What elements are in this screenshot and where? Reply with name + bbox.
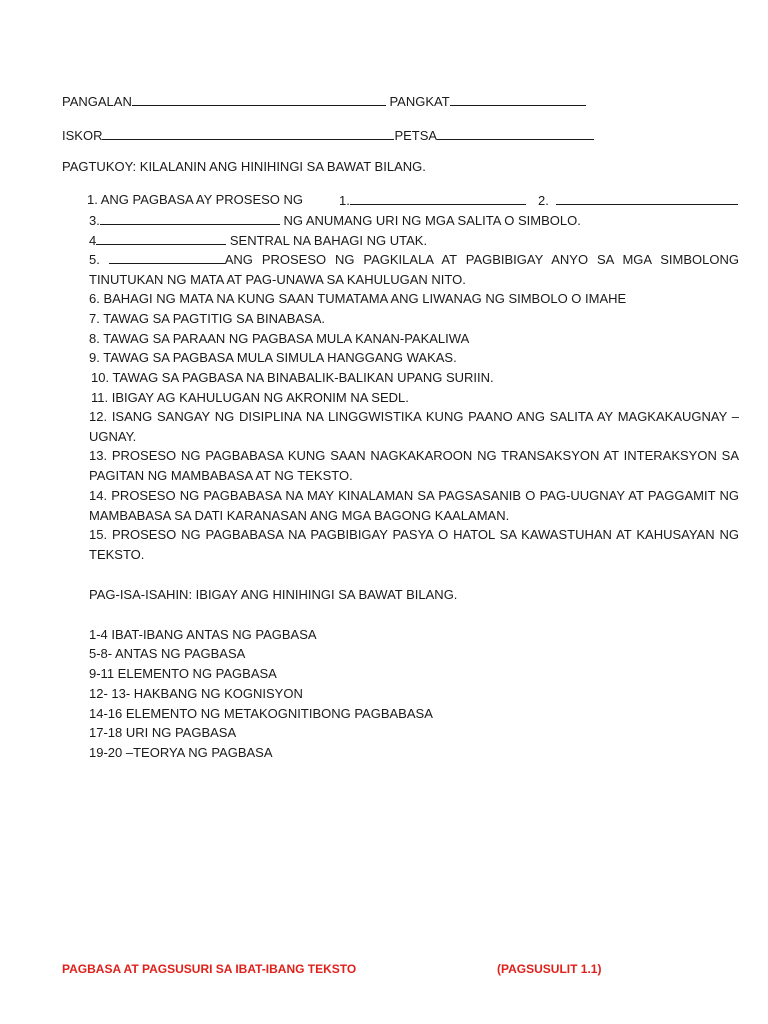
footer-course-title: PAGBASA AT PAGSUSURI SA IBAT-IBANG TEKSTO [62, 962, 357, 976]
question-1-answer-1: 1. [339, 192, 526, 209]
question-1-answer-2: 2. [538, 192, 738, 209]
answer-1-field[interactable] [350, 192, 526, 205]
question-5 [89, 250, 739, 289]
footer-test-label: (PAGSUSULIT 1.1) [497, 962, 602, 976]
question-4: 4 SENTRAL NA BAHAGI NG UTAK. [89, 233, 428, 248]
answer-5-field[interactable] [109, 251, 225, 264]
question-14-line-1: 14. PROSESO NG PAGBABASA NA MAY KINALAMAN SA PAGSASANIB O PAG-UUGNAY AT PAGGAMIT NG [89, 488, 739, 503]
question-12 [89, 407, 739, 446]
answer-2-field[interactable] [556, 192, 738, 205]
section2-instruction: PAG-ISA-ISAHIN: IBIGAY ANG HINIHINGI SA BAWAT BILANG. [89, 587, 458, 602]
question-1-text: 1. ANG PAGBASA AY PROSESO NG [87, 192, 304, 207]
question-7: 7. TAWAG SA PAGTITIG SA BINABASA. [89, 311, 325, 326]
question-13 [89, 446, 739, 485]
question-14-line-2: MAMBABASA SA DATI KARANASAN ANG MGA BAGONG KAALAMAN. [89, 507, 510, 523]
list-item: 14-16 ELEMENTO NG METAKOGNITIBONG PAGBABASA [89, 706, 433, 721]
question-8: 8. TAWAG SA PARAAN NG PAGBASA MULA KANAN-PAKALIWA [89, 331, 470, 346]
list-item: 17-18 URI NG PAGBASA [89, 725, 237, 740]
group-label: PANGKAT [389, 94, 450, 109]
question-12-line-2: UGNAY. [89, 428, 137, 444]
section1-instruction: PAGTUKOY: KILALANIN ANG HINIHINGI SA BAWAT BILANG. [62, 159, 426, 174]
question-5-line-1: 5. ANG PROSESO NG PAGKILALA AT PAGBIBIGAY ANYO SA MGA SIMBOLONG [89, 252, 739, 267]
question-12-line-1: 12. ISANG SANGAY NG DISIPLINA NA LINGGWISTIKA KUNG PAANO ANG SALITA AY MAGKAKAUGNAY – [89, 409, 739, 424]
answer-3-field[interactable] [100, 212, 280, 225]
question-14 [89, 486, 739, 525]
question-13-line-2: PAGITAN NG MAMBABASA AT NG TEKSTO. [89, 467, 353, 483]
group-field[interactable] [450, 93, 586, 106]
question-15-line-1: 15. PROSESO NG PAGBABASA NA PAGBIBIGAY PASYA O HATOL SA KAWASTUHAN AT KAHUSAYAN NG [89, 527, 739, 542]
date-field[interactable] [437, 127, 594, 140]
list-item: 5-8- ANTAS NG PAGBASA [89, 646, 246, 661]
question-5-line-2: TINUTUKAN NG MATA AT PAG-UNAWA SA KAHULUGAN NITO. [89, 271, 466, 287]
answer-4-field[interactable] [96, 232, 226, 245]
question-11: 11. IBIGAY AG KAHULUGAN NG AKRONIM NA SEDL. [91, 390, 409, 405]
score-label: ISKOR [62, 128, 103, 143]
list-item: 1-4 IBAT-IBANG ANTAS NG PAGBASA [89, 627, 317, 642]
list-item: 12- 13- HAKBANG NG KOGNISYON [89, 686, 303, 701]
list-item: 19-20 –TEORYA NG PAGBASA [89, 745, 273, 760]
question-15 [89, 525, 739, 564]
date-label: PETSA [394, 128, 438, 143]
question-3: 3. NG ANUMANG URI NG MGA SALITA O SIMBOLO. [89, 213, 581, 228]
question-6: 6. BAHAGI NG MATA NA KUNG SAAN TUMATAMA ANG LIWANAG NG SIMBOLO O IMAHE [89, 291, 627, 306]
question-13-line-1: 13. PROSESO NG PAGBABASA KUNG SAAN NAGKAKAROON NG TRANSAKSYON AT INTERAKSYON SA [89, 448, 739, 463]
name-label: PANGALAN [62, 94, 132, 109]
question-9: 9. TAWAG SA PAGBASA MULA SIMULA HANGGANG WAKAS. [89, 350, 457, 365]
question-10: 10. TAWAG SA PAGBASA NA BINABALIK-BALIKAN UPANG SURIIN. [91, 370, 494, 385]
name-field[interactable] [132, 93, 386, 106]
name-line [62, 93, 586, 110]
question-15-line-2: TEKSTO. [89, 546, 145, 562]
score-field[interactable] [102, 127, 394, 140]
list-item: 9-11 ELEMENTO NG PAGBASA [89, 666, 277, 681]
score-line [62, 127, 594, 144]
